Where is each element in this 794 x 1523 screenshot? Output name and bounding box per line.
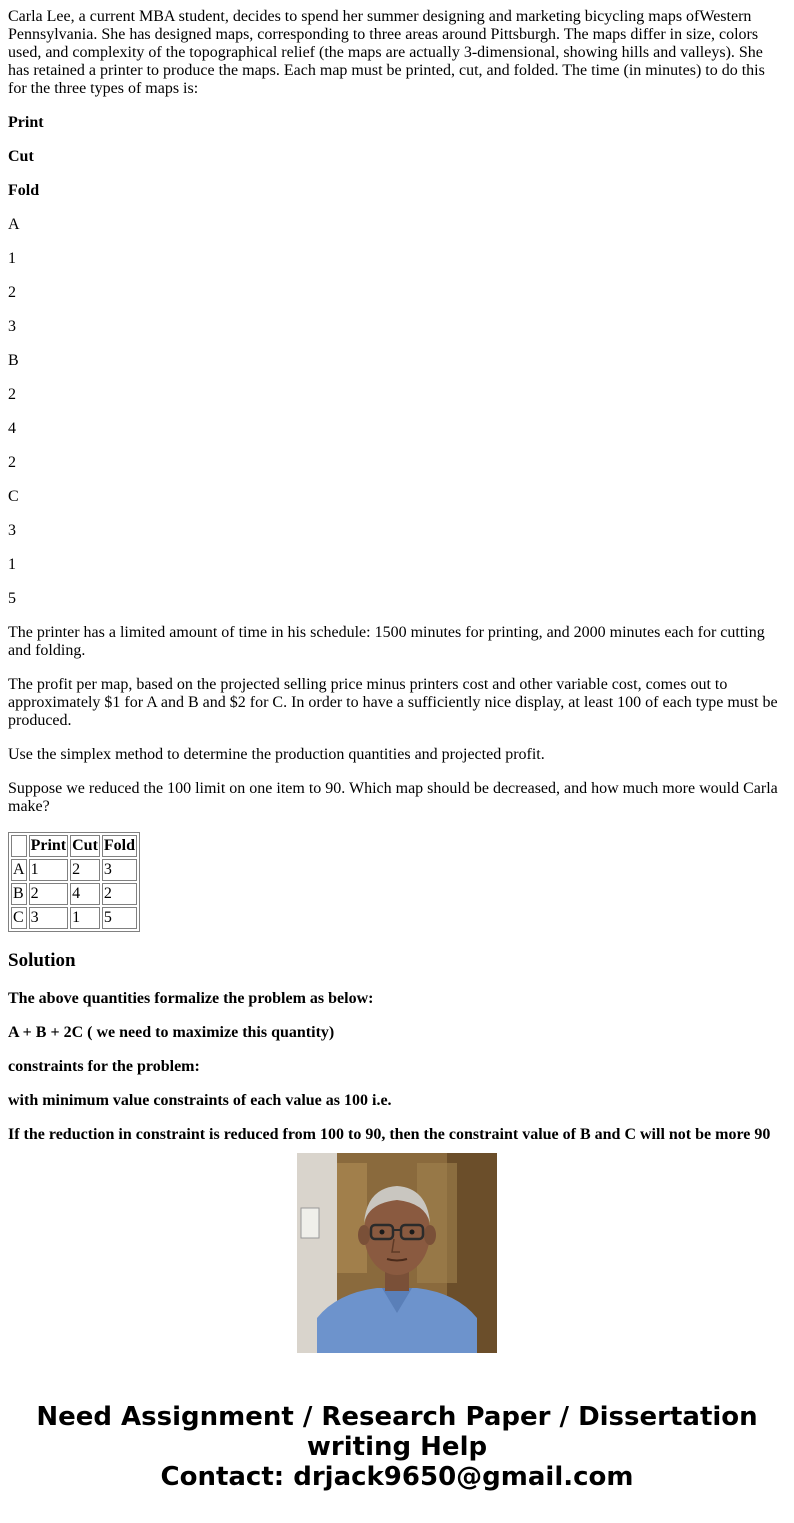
flat-cell: 2 [8,454,16,471]
solution-line-cut-off: If the reduction in constraint is reduced from 100 to 90, then the constraint value of B and C will not be more 90 [8,1126,771,1143]
flat-cell: 1 [8,556,16,573]
table-cell: 4 [70,883,100,905]
flat-cell: 1 [8,250,16,267]
time-table [8,832,140,932]
table-header-cell: Print [29,835,69,857]
promo-banner [0,1402,794,1492]
table-header-cell [11,835,27,857]
table-cell: 3 [102,859,137,881]
table-cell: A [11,859,27,881]
table-cell: 2 [29,883,69,905]
flat-cell: 2 [8,284,16,301]
table-header-cell: Fold [102,835,137,857]
table-cell: B [11,883,27,905]
solution-line: constraints for the problem: [8,1058,200,1075]
printer-time-paragraph: The printer has a limited amount of time in his schedule: 1500 minutes for printing, and 2000 minutes each for cutting and folding. [8,624,765,659]
table-cell: 5 [102,907,137,929]
solution-line: A + B + 2C ( we need to maximize this quantity) [8,1024,335,1041]
table-header-cell: Cut [70,835,100,857]
promo-line: Need Assignment / Research Paper / Dissertation [36,1402,758,1432]
intro-paragraph: Carla Lee, a current MBA student, decides to spend her summer designing and marketing bicycling maps ofWestern Pennsylvania. She has designed maps, corresponding to three areas around Pittsburgh. The maps differ in size, colors used, and complexity of the topographical relief (the maps are actually 3-dimensional, showing hills and valleys). She has retained a printer to produce the maps. Each map must be printed, cut, and folded. The time (in minutes) to do this for the three types of maps is: [8,8,765,97]
table-row [11,907,137,929]
flat-header-print: Print [8,114,44,131]
suppose-paragraph: Suppose we reduced the 100 limit on one item to 90. Which map should be decreased, and how much more would Carla make? [8,780,778,815]
tutor-portrait-image [297,1153,497,1353]
flat-cell: 4 [8,420,16,437]
table-cell: 1 [70,907,100,929]
table-header-row [11,835,137,857]
promo-contact[interactable]: Contact: drjack9650@gmail.com [160,1462,634,1492]
flat-cell: 3 [8,318,16,335]
table-cell: 1 [29,859,69,881]
table-cell: 3 [29,907,69,929]
flat-header-fold: Fold [8,182,40,199]
table-row [11,859,137,881]
flat-cell: A [8,216,20,233]
solution-line: The above quantities formalize the problem as below: [8,990,374,1007]
flat-cell: C [8,488,19,505]
table-cell: 2 [70,859,100,881]
solution-line: with minimum value constraints of each value as 100 i.e. [8,1092,392,1109]
flat-cell: 2 [8,386,16,403]
flat-cell: 3 [8,522,16,539]
table-cell: 2 [102,883,137,905]
profit-paragraph: The profit per map, based on the projected selling price minus printers cost and other variable cost, comes out to approximately $1 for A and B and $2 for C. In order to have a sufficiently nice display, at least 100 of each type must be produced. [8,676,778,729]
flat-header-cut: Cut [8,148,34,165]
flat-cell: 5 [8,590,16,607]
table-row [11,883,137,905]
simplex-paragraph: Use the simplex method to determine the production quantities and projected profit. [8,746,545,763]
document-content [8,8,786,1143]
tutor-avatar [297,1153,497,1353]
solution-heading: Solution [8,950,76,971]
table-cell: C [11,907,27,929]
promo-line: writing Help [306,1432,488,1462]
flat-cell: B [8,352,19,369]
